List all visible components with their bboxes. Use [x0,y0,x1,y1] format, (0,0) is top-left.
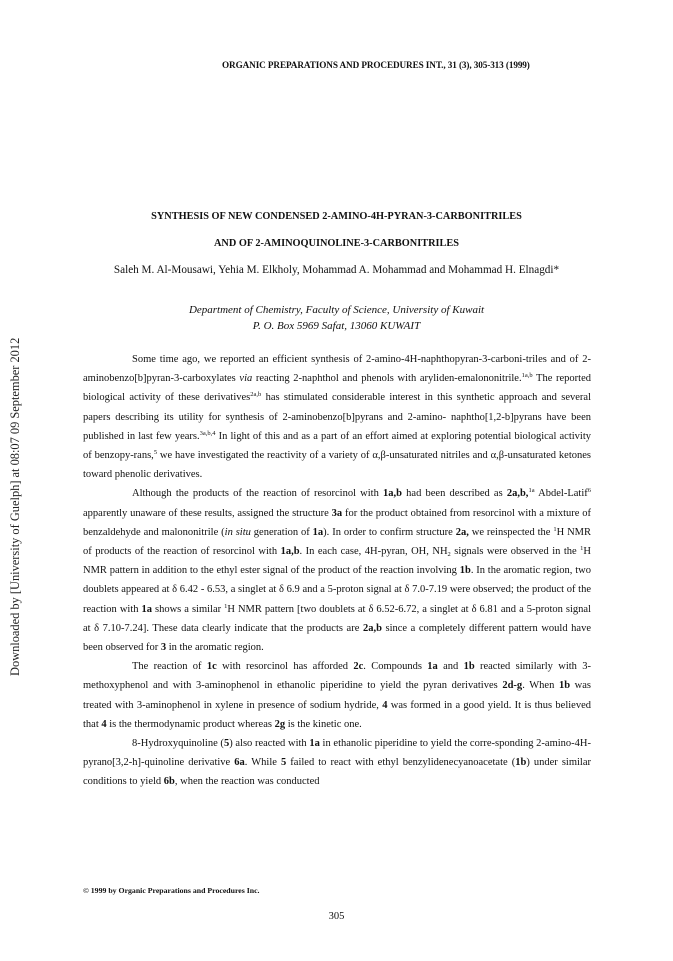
paragraph-3: The reaction of 1c with resorcinol has afforded 2c. Compounds 1a and 1b reacted similarly with 3-methoxyphenol and with 3-aminophenol in ethanolic piperidine to yield the pyran derivatives 2d-g. When 1b was treated with 3-aminophenol in xylene in presence of sodium hydride, 4 was formed in a good yield. It is thus believed that 4 is the thermodynamic product whereas 2g is the kinetic one. [83,661,591,730]
download-stamp: Downloaded by [University of Guelph] at 08:07 09 September 2012 [8,337,22,676]
affiliation-line-1: Department of Chemistry, Faculty of Science, University of Kuwait [188,304,485,316]
article-title-line-1: SYNTHESIS OF NEW CONDENSED 2-AMINO-4H-PYRAN-3-CARBONITRILES [151,211,522,222]
paragraph-4: 8-Hydroxyquinoline (5) also reacted with 1a in ethanolic piperidine to yield the corre-sponding 2-amino-4H-pyrano[3,2-h]-quinoline derivative 6a. While 5 failed to react with ethyl benzylidenecyanoacetate (1b) under similar conditions to yield 6b, when the reaction was conducted [83,738,591,788]
article-title-line-2: AND OF 2-AMINOQUINOLINE-3-CARBONITRILES [213,238,460,249]
article-body [83,350,591,792]
running-head: ORGANIC PREPARATIONS AND PROCEDURES INT., 31 (3), 305-313 (1999) [222,60,530,70]
paragraph-1: Some time ago, we reported an efficient synthesis of 2-amino-4H-naphthopyran-3-carboni-triles and of 2-aminobenzo[b]pyran-3-carboxylates via reacting 2-naphthol and phenols with aryliden-emalononitrile.$^{1a,b}$ The reported biological activity of these derivatives$^{2a,b}$ has stimulated considerable interest in this synthetic approach and several papers describing its utility for synthesis of 2-aminobenzo[b]pyrans and 2-amino- naphtho[1,2-b]pyrans have been published in last few years.$^{3a,b,4}$ In light of this and as a part of an effort aimed at exploring potential biological activity of benzopy-rans,$^5$ we have investigated the reactivity of a variety of α,β-unsaturated nitriles and α,β-unsaturated ketones toward phenolic derivatives. [83,354,591,481]
author-list: Saleh M. Al-Mousawi, Yehia M. Elkholy, Mohammad A. Mohammad and Mohammad H. Elnagdi* [113,264,560,276]
paragraph-2: Although the products of the reaction of resorcinol with 1a,b had been described as 2a,b,$^{1a}$ Abdel-Latif$^6$ apparently unaware of these results, assigned the structure 3a for the product obtained from resorcinol with a mixture of benzaldehyde and malononitrile (in situ generation of 1a). In order to confirm structure 2a, we reinspected the $^1$H NMR of products of the reaction of resorcinol with 1a,b. In each case, 4H-pyran, OH, $NH_2$ signals were observed in the $^1$H NMR pattern in addition to the ethyl ester signal of the product of the reaction involving 1b. In the aromatic region, two doublets appeared at δ 6.42 - 6.53, a singlet at δ 6.9 and a 5-proton signal at δ 7.0-7.19 were observed; the product of the reaction with 1a shows a similar $^1$H NMR pattern [two doublets at δ 6.52-6.72, a singlet at δ 6.81 and a 5-proton signal at δ 7.10-7.24]. These data clearly indicate that the products are 2a,b since a completely different pattern would have been observed for 3 in the aromatic region. [83,487,591,654]
page-number: 305 [328,911,345,922]
affiliation-line-2: P. O. Box 5969 Safat, 13060 KUWAIT [252,320,421,332]
copyright-footnote: © 1999 by Organic Preparations and Procedures Inc. [83,886,260,895]
